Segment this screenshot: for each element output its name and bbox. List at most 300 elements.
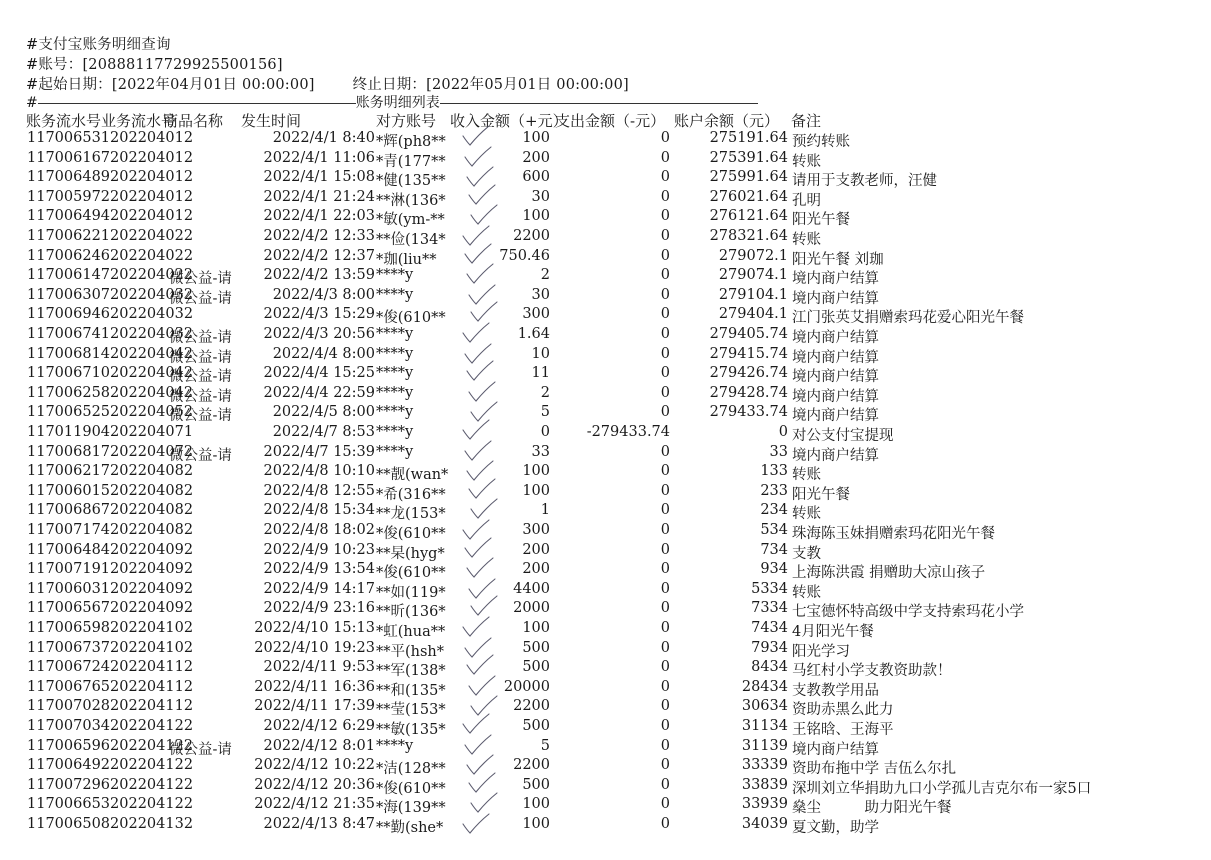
cell-account-id: 117006484202204092 (27, 541, 194, 558)
cell-counterparty: **龙(153* (376, 506, 446, 523)
cell-account-id: 117006258202204042 (27, 384, 194, 401)
cell-balance: 734 (760, 541, 788, 558)
cell-balance: 233 (760, 482, 788, 499)
cell-counterparty: **敏(135* (376, 722, 446, 738)
cell-income: 2 (540, 384, 550, 401)
table-row (0, 228, 1211, 248)
cell-time: 2022/4/10 19:23 (254, 639, 375, 656)
cell-expense: 0 (660, 561, 670, 578)
cell-note: 转账 (792, 153, 821, 170)
cell-income: 2200 (513, 698, 550, 715)
cell-counterparty: *海(139** (376, 800, 446, 817)
table-header (0, 110, 1211, 130)
table-separator (26, 92, 758, 112)
cell-balance: 28434 (741, 678, 788, 695)
cell-time: 2022/4/9 10:23 (263, 541, 375, 558)
cell-balance: 33839 (741, 776, 788, 793)
cell-note: 阳光学习 (792, 643, 850, 660)
table-row (0, 816, 1211, 836)
table-row (0, 738, 1211, 758)
cell-income: 1.64 (517, 326, 550, 342)
cell-expense: 0 (660, 188, 670, 205)
cell-time: 2022/4/5 8:00 (272, 404, 375, 421)
cell-income: 2200 (513, 228, 550, 244)
cell-account-id: 117006147202204022 (27, 267, 194, 284)
cell-account-id: 117006217202204082 (27, 463, 194, 480)
cell-note: 上海陈洪霞 捐赠助大凉山孩子 (792, 565, 986, 582)
cell-income: 500 (522, 718, 550, 734)
cell-time: 2022/4/12 21:35 (254, 796, 375, 813)
cell-account-id: 117011904202204071 (27, 424, 194, 440)
table-row (0, 169, 1211, 189)
cell-account-id: 117006508202204132 (27, 816, 194, 832)
cell-expense: -279433.74 (586, 424, 670, 440)
cell-account-id: 117006596202204122 (27, 737, 194, 754)
cell-expense: 0 (660, 365, 670, 382)
cell-note: 4月阳光午餐 (792, 624, 874, 640)
separator-dash-right (440, 103, 758, 104)
cell-account-id: 117007174202204082 (27, 522, 194, 538)
cell-product: 微公益-请 (169, 447, 232, 464)
cell-time: 2022/4/2 12:37 (263, 247, 375, 264)
cell-balance: 5334 (751, 580, 788, 597)
cell-counterparty: **昕(136* (376, 604, 446, 621)
cell-counterparty: **和(135* (376, 682, 446, 699)
cell-balance: 279104.1 (718, 286, 788, 303)
table-row (0, 679, 1211, 699)
table-row (0, 777, 1211, 797)
col-header-account: 对方账号 (376, 112, 437, 130)
cell-note: 预约转账 (792, 134, 850, 150)
cell-expense: 0 (660, 286, 670, 303)
cell-note: 境内商户结算 (792, 447, 879, 464)
cell-product: 微公益-请 (169, 290, 232, 307)
cell-counterparty: *珈(liu** (376, 251, 437, 268)
col-header-id: 账务流水号 (26, 112, 102, 130)
cell-income: 600 (522, 169, 550, 186)
cell-account-id: 117006653202204122 (27, 796, 194, 813)
cell-expense: 0 (660, 698, 670, 715)
table-row (0, 404, 1211, 424)
cell-income: 4400 (513, 580, 550, 597)
cell-expense: 0 (660, 796, 670, 813)
cell-time: 2022/4/1 15:08 (263, 169, 375, 186)
account-line: #账号：[20888117729925500156] (26, 57, 283, 73)
cell-expense: 0 (660, 228, 670, 244)
cell-balance: 34039 (741, 816, 788, 832)
cell-counterparty: ****y (376, 365, 414, 382)
cell-note: 七宝德怀特高级中学支持索玛花小学 (792, 604, 1024, 621)
cell-expense: 0 (660, 345, 670, 362)
cell-balance: 33 (769, 443, 788, 460)
cell-income: 5 (540, 737, 550, 754)
cell-balance: 33939 (741, 796, 788, 813)
cell-counterparty: *希(316** (376, 486, 446, 503)
table-row (0, 561, 1211, 581)
cell-account-id: 117006494202204012 (27, 208, 194, 225)
cell-time: 2022/4/13 8:47 (263, 816, 375, 832)
cell-counterparty: *敏(ym-** (376, 212, 445, 229)
cell-income: 300 (522, 522, 550, 538)
cell-income: 2 (540, 267, 550, 284)
table-row (0, 620, 1211, 640)
cell-counterparty: *青(177** (376, 153, 446, 170)
cell-counterparty: *俊(610** (376, 565, 446, 582)
cell-balance: 276121.64 (709, 208, 788, 225)
table-row (0, 326, 1211, 346)
cell-income: 5 (540, 404, 550, 421)
cell-expense: 0 (660, 208, 670, 225)
table-row (0, 483, 1211, 503)
cell-counterparty: ****y (376, 267, 414, 284)
cell-counterparty: *俊(610** (376, 310, 446, 327)
cell-counterparty: ****y (376, 326, 414, 342)
table-row (0, 189, 1211, 209)
cell-income: 200 (522, 149, 550, 166)
table-row (0, 640, 1211, 660)
cell-income: 100 (522, 482, 550, 499)
table-row (0, 502, 1211, 522)
cell-note: 境内商户结算 (792, 330, 879, 346)
cell-balance: 0 (778, 424, 788, 440)
cell-expense: 0 (660, 541, 670, 558)
cell-account-id: 117006710202204042 (27, 365, 194, 382)
date-range-line (26, 73, 629, 94)
start-date-label: #起始日期：[2022年04月01日 00:00:00] (26, 77, 315, 93)
cell-expense: 0 (660, 149, 670, 166)
cell-note: 王铭晗、王海平 (792, 722, 894, 738)
cell-time: 2022/4/4 8:00 (272, 345, 375, 362)
cell-expense: 0 (660, 620, 670, 636)
col-header-biz: 业务流水号 (101, 112, 177, 130)
cell-expense: 0 (660, 816, 670, 832)
cell-balance: 279433.74 (709, 404, 788, 421)
cell-account-id: 117006817202204072 (27, 443, 194, 460)
col-header-note: 备注 (791, 112, 822, 130)
separator-dash-left (38, 103, 356, 104)
cell-time: 2022/4/4 22:59 (263, 384, 375, 401)
cell-income: 200 (522, 541, 550, 558)
cell-income: 0 (540, 424, 550, 440)
cell-time: 2022/4/2 13:59 (263, 267, 375, 284)
cell-counterparty: ****y (376, 443, 414, 460)
cell-counterparty: **杲(hyg* (376, 545, 445, 562)
cell-counterparty: *辉(ph8** (376, 134, 446, 150)
cell-note: 境内商户结算 (792, 369, 879, 386)
cell-time: 2022/4/7 15:39 (263, 443, 375, 460)
cell-counterparty: ****y (376, 737, 414, 754)
cell-expense: 0 (660, 404, 670, 421)
table-row (0, 267, 1211, 287)
cell-balance: 279074.1 (718, 267, 788, 284)
cell-balance: 275191.64 (709, 130, 788, 146)
cell-expense: 0 (660, 306, 670, 323)
cell-account-id: 117007028202204112 (27, 698, 194, 715)
cell-time: 2022/4/8 10:10 (263, 463, 375, 480)
cell-account-id: 117006531202204012 (27, 130, 194, 146)
cell-note: 资助布拖中学 吉伍么尔扎 (792, 761, 957, 778)
cell-balance: 30634 (741, 698, 788, 715)
cell-note: 境内商户结算 (792, 388, 879, 405)
cell-counterparty: ****y (376, 424, 414, 440)
cell-income: 100 (522, 208, 550, 225)
cell-account-id: 117006221202204022 (27, 228, 194, 244)
table-row (0, 346, 1211, 366)
cell-account-id: 117006015202204082 (27, 482, 194, 499)
cell-note: 深圳刘立华捐助九口小学孤儿吉克尔布一家5口 (792, 780, 1092, 797)
table-row (0, 306, 1211, 326)
cell-note: 马红村小学支教资助款！ (792, 663, 952, 680)
cell-note: 境内商户结算 (792, 290, 879, 307)
cell-expense: 0 (660, 130, 670, 146)
cell-balance: 33339 (741, 757, 788, 774)
cell-balance: 279404.1 (718, 306, 788, 323)
cell-time: 2022/4/3 20:56 (263, 326, 375, 342)
cell-expense: 0 (660, 580, 670, 597)
cell-time: 2022/4/4 15:25 (263, 365, 375, 382)
cell-expense: 0 (660, 639, 670, 656)
cell-balance: 279415.74 (709, 345, 788, 362)
cell-time: 2022/4/3 8:00 (272, 286, 375, 303)
cell-counterparty: **勤(she* (376, 820, 444, 836)
table-row (0, 208, 1211, 228)
cell-income: 100 (522, 816, 550, 832)
cell-time: 2022/4/10 15:13 (254, 620, 375, 636)
cell-note: 境内商户结算 (792, 271, 879, 288)
cell-balance: 279072.1 (718, 247, 788, 264)
cell-counterparty: **淋(136* (376, 192, 446, 209)
cell-account-id: 117006741202204032 (27, 326, 194, 342)
cell-balance: 279405.74 (709, 326, 788, 342)
end-date-label: 终止日期：[2022年05月01日 00:00:00] (352, 77, 629, 93)
cell-product: 微公益-请 (169, 741, 232, 758)
col-header-expense: 支出金额（-元） (555, 112, 666, 130)
cell-time: 2022/4/8 15:34 (263, 502, 375, 519)
cell-note: 江门张英艾捐赠索玛花爱心阳光午餐 (792, 310, 1024, 327)
cell-account-id: 117006525202204052 (27, 404, 194, 421)
cell-counterparty: *虹(hua** (376, 624, 446, 640)
cell-time: 2022/4/2 12:33 (263, 228, 375, 244)
cell-account-id: 117006814202204042 (27, 345, 194, 362)
cell-income: 30 (531, 188, 550, 205)
cell-expense: 0 (660, 678, 670, 695)
table-row (0, 150, 1211, 170)
cell-note: 阳光午餐 刘珈 (792, 251, 884, 268)
cell-account-id: 117007296202204122 (27, 776, 194, 793)
cell-expense: 0 (660, 482, 670, 499)
table-row (0, 248, 1211, 268)
cell-note: 燊尘 助力阳光午餐 (792, 800, 952, 817)
cell-balance: 234 (760, 502, 788, 519)
cell-expense: 0 (660, 718, 670, 734)
cell-account-id: 117006724202204112 (27, 659, 194, 676)
cell-product: 微公益-请 (169, 330, 232, 346)
cell-note: 夏文勤，助学 (792, 820, 879, 836)
cell-note: 阳光午餐 (792, 486, 850, 503)
cell-balance: 279426.74 (709, 365, 788, 382)
cell-product: 微公益-请 (169, 388, 232, 405)
table-row (0, 542, 1211, 562)
cell-account-id: 117006031202204092 (27, 580, 194, 597)
cell-income: 100 (522, 620, 550, 636)
cell-balance: 7434 (751, 620, 788, 636)
separator-prefix: # (26, 95, 38, 111)
table-row (0, 130, 1211, 150)
col-header-product: 商品名称 (163, 112, 224, 130)
cell-time: 2022/4/3 15:29 (263, 306, 375, 323)
cell-time: 2022/4/12 8:01 (263, 737, 375, 754)
cell-expense: 0 (660, 659, 670, 676)
cell-income: 500 (522, 776, 550, 793)
cell-account-id: 117005972202204012 (27, 188, 194, 205)
cell-counterparty: ****y (376, 404, 414, 421)
cell-time: 2022/4/11 16:36 (254, 678, 375, 695)
cell-income: 300 (522, 306, 550, 323)
cell-note: 对公支付宝提现 (792, 428, 894, 444)
cell-income: 20000 (503, 678, 550, 695)
cell-note: 转账 (792, 584, 821, 601)
cell-balance: 133 (760, 463, 788, 480)
col-header-balance: 账户余额（元） (674, 112, 780, 130)
cell-income: 30 (531, 286, 550, 303)
cell-expense: 0 (660, 326, 670, 342)
table-row (0, 424, 1211, 444)
cell-time: 2022/4/7 8:53 (272, 424, 375, 440)
cell-note: 孔明 (792, 192, 821, 209)
cell-time: 2022/4/8 12:55 (263, 482, 375, 499)
cell-account-id: 117006167202204012 (27, 149, 194, 166)
cell-balance: 275991.64 (709, 169, 788, 186)
separator-title: 账务明细列表 (355, 95, 440, 111)
cell-counterparty: *俊(610** (376, 526, 446, 542)
cell-income: 500 (522, 639, 550, 656)
cell-counterparty: ****y (376, 286, 414, 303)
table-row (0, 385, 1211, 405)
table-row (0, 718, 1211, 738)
cell-note: 转账 (792, 232, 821, 248)
cell-expense: 0 (660, 502, 670, 519)
cell-balance: 275391.64 (709, 149, 788, 166)
cell-note: 珠海陈玉妹捐赠索玛花阳光午餐 (792, 526, 995, 542)
cell-expense: 0 (660, 267, 670, 284)
cell-time: 2022/4/12 10:22 (254, 757, 375, 774)
cell-time: 2022/4/9 23:16 (263, 600, 375, 617)
cell-balance: 278321.64 (709, 228, 788, 244)
cell-income: 10 (531, 345, 550, 362)
cell-counterparty: **如(119* (376, 584, 446, 601)
cell-expense: 0 (660, 247, 670, 264)
cell-note: 支教教学用品 (792, 682, 879, 699)
table-row (0, 581, 1211, 601)
cell-income: 2000 (513, 600, 550, 617)
cell-note: 请用于支教老师，汪健 (792, 173, 937, 190)
cell-expense: 0 (660, 443, 670, 460)
handwritten-check-icon (462, 811, 496, 837)
cell-income: 100 (522, 796, 550, 813)
cell-time: 2022/4/11 9:53 (263, 659, 375, 676)
table-row (0, 365, 1211, 385)
cell-account-id: 117006492202204122 (27, 757, 194, 774)
cell-income: 11 (531, 365, 550, 382)
cell-note: 转账 (792, 506, 821, 523)
cell-balance: 279428.74 (709, 384, 788, 401)
cell-account-id: 117006737202204102 (27, 639, 194, 656)
cell-account-id: 117006489202204012 (27, 169, 194, 186)
cell-income: 200 (522, 561, 550, 578)
cell-balance: 534 (760, 522, 788, 538)
cell-account-id: 117006867202204082 (27, 502, 194, 519)
cell-counterparty: ****y (376, 384, 414, 401)
cell-account-id: 117007191202204092 (27, 561, 194, 578)
cell-account-id: 117007034202204122 (27, 718, 194, 734)
cell-income: 750.46 (499, 247, 550, 264)
table-row (0, 444, 1211, 464)
cell-income: 100 (522, 463, 550, 480)
cell-account-id: 117006567202204092 (27, 600, 194, 617)
cell-counterparty: *俊(610** (376, 780, 446, 797)
cell-time: 2022/4/11 17:39 (254, 698, 375, 715)
cell-counterparty: **莹(153* (376, 702, 446, 719)
cell-expense: 0 (660, 600, 670, 617)
cell-note: 转账 (792, 467, 821, 484)
cell-note: 支教 (792, 545, 821, 562)
table-row (0, 600, 1211, 620)
cell-counterparty: **俭(134* (376, 232, 446, 248)
cell-income: 33 (531, 443, 550, 460)
cell-time: 2022/4/1 8:40 (272, 130, 375, 146)
cell-time: 2022/4/1 21:24 (263, 188, 375, 205)
cell-income: 1 (540, 502, 550, 519)
cell-product: 微公益-请 (169, 271, 232, 288)
cell-income: 500 (522, 659, 550, 676)
cell-expense: 0 (660, 522, 670, 538)
cell-product: 微公益-请 (169, 349, 232, 366)
cell-counterparty: *健(135** (376, 173, 446, 190)
cell-expense: 0 (660, 757, 670, 774)
cell-balance: 7934 (751, 639, 788, 656)
cell-expense: 0 (660, 169, 670, 186)
cell-time: 2022/4/8 18:02 (263, 522, 375, 538)
cell-counterparty: ****y (376, 345, 414, 362)
table-row (0, 659, 1211, 679)
table-row (0, 698, 1211, 718)
cell-counterparty: **军(138* (376, 663, 446, 680)
cell-expense: 0 (660, 776, 670, 793)
col-header-time: 发生时间 (241, 112, 302, 130)
cell-note: 境内商户结算 (792, 349, 879, 366)
cell-expense: 0 (660, 384, 670, 401)
cell-time: 2022/4/9 14:17 (263, 580, 375, 597)
cell-account-id: 117006765202204112 (27, 678, 194, 695)
cell-product: 微公益-请 (169, 369, 232, 386)
cell-time: 2022/4/12 20:36 (254, 776, 375, 793)
cell-balance: 31139 (741, 737, 788, 754)
table-row (0, 522, 1211, 542)
cell-time: 2022/4/1 11:06 (263, 149, 375, 166)
table-row (0, 757, 1211, 777)
table-row (0, 287, 1211, 307)
cell-account-id: 117006307202204032 (27, 286, 194, 303)
cell-time: 2022/4/9 13:54 (263, 561, 375, 578)
cell-balance: 31134 (741, 718, 788, 734)
document-title: #支付宝账务明细查询 (26, 37, 171, 53)
cell-note: 境内商户结算 (792, 408, 879, 425)
cell-time: 2022/4/12 6:29 (263, 718, 375, 734)
cell-account-id: 117006598202204102 (27, 620, 194, 636)
cell-note: 资助赤黑么此力 (792, 702, 894, 719)
cell-counterparty: *洁(128** (376, 761, 446, 778)
cell-expense: 0 (660, 737, 670, 754)
